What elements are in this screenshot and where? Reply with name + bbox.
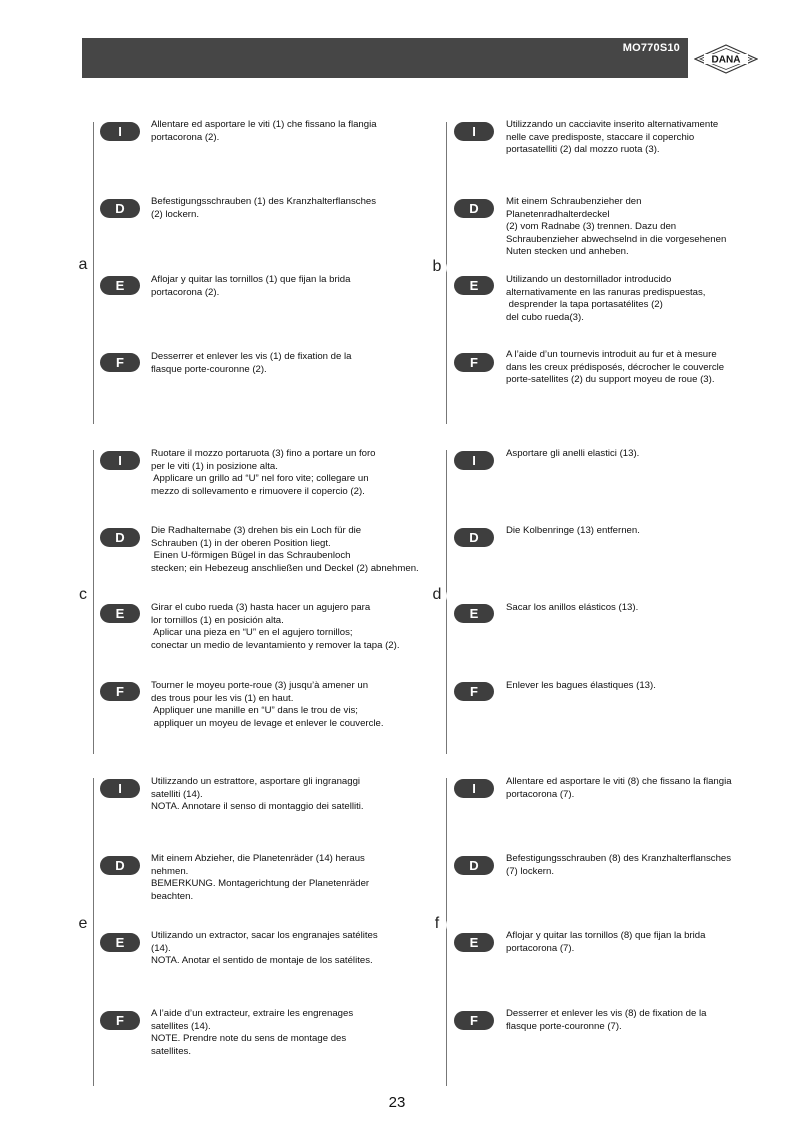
lang-badge-french: F (100, 353, 140, 372)
lang-badge-italian: I (100, 451, 140, 470)
step-letter-e: e (73, 915, 93, 935)
instruction-text: Mit einem Abzieher, die Planetenräder (14) heraus nehmen. BEMERKUNG. Montagerichtung der Planetenräder beachten. (151, 853, 370, 902)
lang-badge-spanish: E (100, 933, 140, 952)
section-divider-d (446, 450, 447, 754)
section-divider-f (446, 778, 447, 1086)
lang-badge-italian: I (454, 779, 494, 798)
lang-badge-german: D (100, 856, 140, 875)
section-divider-b (446, 122, 447, 424)
instruction-text: Mit einem Schraubenzieher den Planetenradhalterdeckel (2) vom Radnabe (3) trennen. Dazu den Schraubenzieher abwechselnd in die vorgesehenen Nuten stecken und anheben. (506, 196, 727, 258)
section-divider-e (93, 778, 94, 1086)
dana-logo-text: DANA (711, 54, 741, 66)
section-divider-c (93, 450, 94, 754)
step-letter-a: a (73, 256, 93, 276)
instruction-text: Befestigungsschrauben (1) des Kranzhalterflansches (2) lockern. (151, 196, 377, 220)
lang-badge-spanish: E (100, 276, 140, 295)
instruction-text: Ruotare il mozzo portaruota (3) fino a portare un foro per le viti (1) in posizione alta. Applicare un grillo ad “U” nel foro vite; collegare un mezzo di sollevamento e rimuovere il copercio (2). (151, 448, 376, 497)
step-letter-b: b (427, 258, 447, 278)
instruction-text: Utilizando un extractor, sacar los engranajes satélites (14). NOTA. Anotar el sentido de montaje de los satélites. (151, 930, 378, 967)
instruction-text: Enlever les bagues élastiques (13). (506, 680, 656, 691)
instruction-text: Utilizzando un cacciavite inserito alternativamente nelle cave predisposte, staccare il coperchio portasatelliti (2) dal mozzo ruota (3). (506, 119, 719, 156)
lang-badge-italian: I (100, 122, 140, 141)
lang-badge-german: D (454, 528, 494, 547)
instruction-text: Utilizzando un estrattore, asportare gli ingranaggi satelliti (14). NOTA. Annotare il senso di montaggio dei satelliti. (151, 776, 364, 813)
lang-badge-spanish: E (454, 933, 494, 952)
lang-badge-spanish: E (454, 604, 494, 623)
page-number: 23 (388, 1094, 406, 1111)
instruction-text: A l’aide d’un extracteur, extraire les engrenages satellites (14). NOTE. Prendre note du sens de montage des satellites. (151, 1008, 354, 1057)
header-bar (82, 38, 688, 78)
step-letter-c: c (73, 586, 93, 606)
instruction-text: Tourner le moyeu porte-roue (3) jusqu’à amener un des trous pour les vis (1) en haut. Appliquer une manille en “U” dans le trou de vis; appliquer un moyeu de levage et enlever le couvercle. (151, 680, 384, 729)
instruction-text: Allentare ed asportare le viti (1) che fissano la flangia portacorona (2). (151, 119, 377, 143)
lang-badge-german: D (454, 856, 494, 875)
lang-badge-spanish: E (100, 604, 140, 623)
instruction-text: Aflojar y quitar las tornillos (8) que fijan la brida portacorona (7). (506, 930, 706, 954)
instruction-text: Utilizando un destornillador introducido alternativamente en las ranuras predispuestas, desprender la tapa portasatélites (2) del cubo rueda(3). (506, 274, 706, 323)
section-divider-a (93, 122, 94, 424)
lang-badge-italian: I (454, 122, 494, 141)
instruction-text: Die Kolbenringe (13) entfernen. (506, 525, 640, 536)
lang-badge-german: D (100, 528, 140, 547)
step-letter-f: f (427, 915, 447, 935)
lang-badge-french: F (454, 353, 494, 372)
lang-badge-french: F (100, 682, 140, 701)
instruction-text: Desserrer et enlever les vis (8) de fixation de la flasque porte-couronne (7). (506, 1008, 707, 1032)
lang-badge-french: F (454, 682, 494, 701)
lang-badge-french: F (454, 1011, 494, 1030)
lang-badge-italian: I (454, 451, 494, 470)
instruction-text: Allentare ed asportare le viti (8) che fissano la flangia portacorona (7). (506, 776, 732, 800)
instruction-text: A l’aide d’un tournevis introduit au fur et à mesure dans les creux prédisposés, décrocher le couvercle porte-satellites (2) du support moyeu de roue (3). (506, 349, 725, 386)
instruction-text: Desserrer et enlever les vis (1) de fixation de la flasque porte-couronne (2). (151, 351, 352, 375)
lang-badge-german: D (454, 199, 494, 218)
step-letter-d: d (427, 586, 447, 606)
lang-badge-french: F (100, 1011, 140, 1030)
instruction-text: Aflojar y quitar las tornillos (1) que fijan la brida portacorona (2). (151, 274, 351, 298)
instruction-text: Befestigungsschrauben (8) des Kranzhalterflansches (7) lockern. (506, 853, 732, 877)
instruction-text: Sacar los anillos elásticos (13). (506, 602, 639, 613)
dana-logo (694, 44, 758, 74)
lang-badge-spanish: E (454, 276, 494, 295)
lang-badge-german: D (100, 199, 140, 218)
instruction-text: Die Radhalternabe (3) drehen bis ein Loch für die Schrauben (1) in der oberen Position liegt. Einen U-förmigen Bügel in das Schraubenloch stecken; ein Hebezeug anschließen und Deckel (2) abnehmen. (151, 525, 419, 574)
instruction-text: Asportare gli anelli elastici (13). (506, 448, 640, 459)
lang-badge-italian: I (100, 779, 140, 798)
instruction-text: Girar el cubo rueda (3) hasta hacer un agujero para lor tornillos (1) en posición alta. Aplicar una pieza en “U” en el agujero tornillos; conectar un medio de levantamiento y remover la tapa (2). (151, 602, 400, 651)
document-code: MO770S10 (622, 42, 680, 54)
